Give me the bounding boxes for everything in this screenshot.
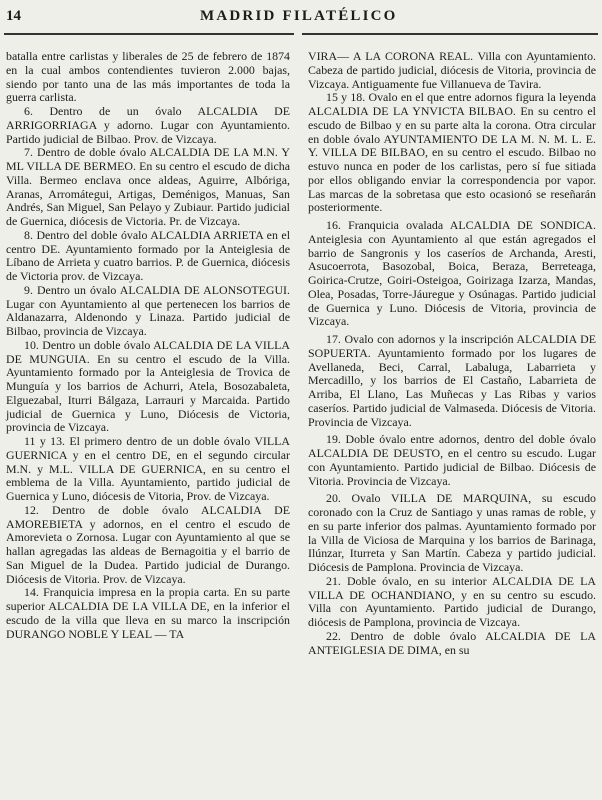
- magazine-title: MADRID FILATÉLICO: [200, 8, 398, 24]
- entry-paragraph: 8. Dentro del doble óvalo ALCALDIA ARRIETA en el centro DE. Ayuntamiento formado por la Anteiglesia de Líbano de Arrieta y cuatro barrios. P. de Guernica, diócesis de Victoria prov. de Vizcaya.: [6, 227, 290, 283]
- left-column: [6, 50, 290, 641]
- paragraph: VIRA— A LA CORONA REAL. Villa con Ayuntamiento. Cabeza de partido judicial, diócesis de Vitoria, provincia de Vizcaya. Antiguamente fue Villanueva de Tavira.: [308, 49, 596, 91]
- entry-paragraph: 11 y 13. El primero dentro de un doble óvalo VILLA GUERNICA y en el centro DE, en el segundo circular M.N. y M.L. VILLA DE GUERNICA, en su centro el emblema de la Villa. Ayuntamiento, partido judicial de Guernica y Luno, diócesis de Vitoria, Prov. de Vizcaya.: [6, 434, 290, 503]
- entry-paragraph: 17. Ovalo con adornos y la inscripción ALCALDIA DE SOPUERTA. Ayuntamiento formado por los lugares de Avellaneda, Beci, Carral, Labaluga, Labarrieta y Mercadillo, y los barrios de El Castaño, Labarrieta de Arriba, El Llano, Las Muñecas y Las Ribas y varios caseríos. Partido judicial de Valmaseda. Diócesis de Vitoria. Provincia de Vizcaya.: [308, 332, 596, 429]
- entry-paragraph: 16. Franquicia ovalada ALCALDIA DE SONDICA. Anteiglesia con Ayuntamiento al que están agregados el barrio de Sangronis y los caseríos de Archanda, Aresti, Asucoerrota, Basozobal, Boica, Beraza, Berreteaga, Goirica-Crutze, Goiri-Osteigoa, Goirizaga Izarza, Mandas, Olea, Posadas, Torre-Jáuregue y Osúnagas. Partido judicial de Guernica y Luno. Diócesis de Vitoria, provincia de Vizcaya.: [308, 218, 596, 329]
- entry-paragraph: 19. Doble óvalo entre adornos, dentro del doble óvalo ALCALDIA DE DEUSTO, en el centro su escudo. Lugar con Ayuntamiento. Partido judicial de Bilbao. Diócesis de Vitoria. Provincia de Vizcaya.: [308, 432, 596, 488]
- page-header: [0, 0, 602, 40]
- entry-paragraph: 15 y 18. Ovalo en el que entre adornos figura la leyenda ALCALDIA DE LA YNVICTA BILBAO. En su centro el escudo de Bilbao y en su parte alta la corona. Otra circular en doble óvalo AYUNTAMIENTO DE LA M. N. M. L. E. Y. VILLA DE BILBAO, en su centro el escudo. Bilbao no estuvo nunca en poder de los carlistas, pero sí fue sitiada por ellos obligando enviar la correspondencia por vapor. Las marcas de la sobretasa que esto ocasionó se reseñarán posteriormente.: [308, 90, 596, 215]
- page-number: 14: [6, 8, 21, 24]
- header-rule-left: [4, 33, 294, 35]
- header-rule-right: [302, 33, 598, 35]
- entry-paragraph: 20. Ovalo VILLA DE MARQUINA, su escudo coronado con la Cruz de Santiago y unas ramas de roble, y en su parte inferior dos palmas. Ayuntamiento formado por la Villa de Viciosa de Marquina y los barrios de Barinaga, Ilúnzar, Iturreta y San Martín. Cabeza y partido judicial. Diócesis de Pamplona. Provincia de Vizcaya.: [308, 491, 596, 574]
- entry-paragraph: 14. Franquicia impresa en la propia carta. En su parte superior ALCALDIA DE LA VILLA DE, en la inferior el escudo de la villa que lleva en su marco la inscripción DURANGO NOBLE Y LEAL — TA: [6, 585, 290, 641]
- entry-paragraph: 21. Doble óvalo, en su interior ALCALDIA DE LA VILLA DE OCHANDIANO, y en su centro su escudo. Villa con Ayuntamiento. Partido judicial de Durango, diócesis de Pamplona, provincia de Vizcaya.: [308, 573, 596, 629]
- entry-paragraph: 12. Dentro de doble óvalo ALCALDIA DE AMOREBIETA y adornos, en el centro el escudo de Amorevieta o Zornosa. Lugar con Ayuntamiento al que se hallan agregadas las aldeas de Bernagoitia y el barrio de San Miguel de la Dudea. Partido judicial de Durango. Diócesis de Vitoria. Prov. de Vizcaya.: [6, 502, 290, 586]
- right-column: [308, 50, 596, 657]
- paragraph: batalla entre carlistas y liberales de 25 de febrero de 1874 en la cual ambos contendientes tuvieron 2.000 bajas, siendo por tanto una de las más importantes de toda la guerra carlista.: [6, 49, 290, 105]
- entry-paragraph: 6. Dentro de un óvalo ALCALDIA DE ARRIGORRIAGA y adorno. Lugar con Ayuntamiento. Partido judicial de Bilbao. Prov. de Vizcaya.: [6, 104, 290, 146]
- entry-paragraph: 10. Dentro un doble óvalo ALCALDIA DE LA VILLA DE MUNGUIA. En su centro el escudo de la Villa. Ayuntamiento formado por la Anteiglesia de Trovica de Munguía y los barrios de Achurri, Atela, Bosozabaleta, Elguezabal, Iturri Bálgaza, Larrauri y Marcaida. Partido judicial de Guernica y Luno, Diócesis de Victoria, provincia de Vizcaya.: [6, 337, 290, 435]
- entry-paragraph: 22. Dentro de doble óvalo ALCALDIA DE LA ANTEIGLESIA DE DIMA, en su: [308, 628, 596, 657]
- entry-paragraph: 7. Dentro de doble óvalo ALCALDIA DE LA M.N. Y ML VILLA DE BERMEO. En su centro el escudo de dicha Villa. Bermeo enclava once aldeas, Aguirre, Albóriga, Aranas, Arromátegui, Artigas, Deménigos, Manuas, San Andrés, San Miguel, San Pelayo y Zubiaur. Partido judicial de Guernica, diócesis de Victoria. Pr. de Vizcaya.: [6, 145, 290, 228]
- entry-paragraph: 9. Dentro un óvalo ALCALDIA DE ALONSOTEGUI. Lugar con Ayuntamiento al que pertenecen los barrios de Aldanazarra, Aldenondo y Linaza. Partido judicial de Bilbao, provincia de Vizcaya.: [6, 282, 290, 338]
